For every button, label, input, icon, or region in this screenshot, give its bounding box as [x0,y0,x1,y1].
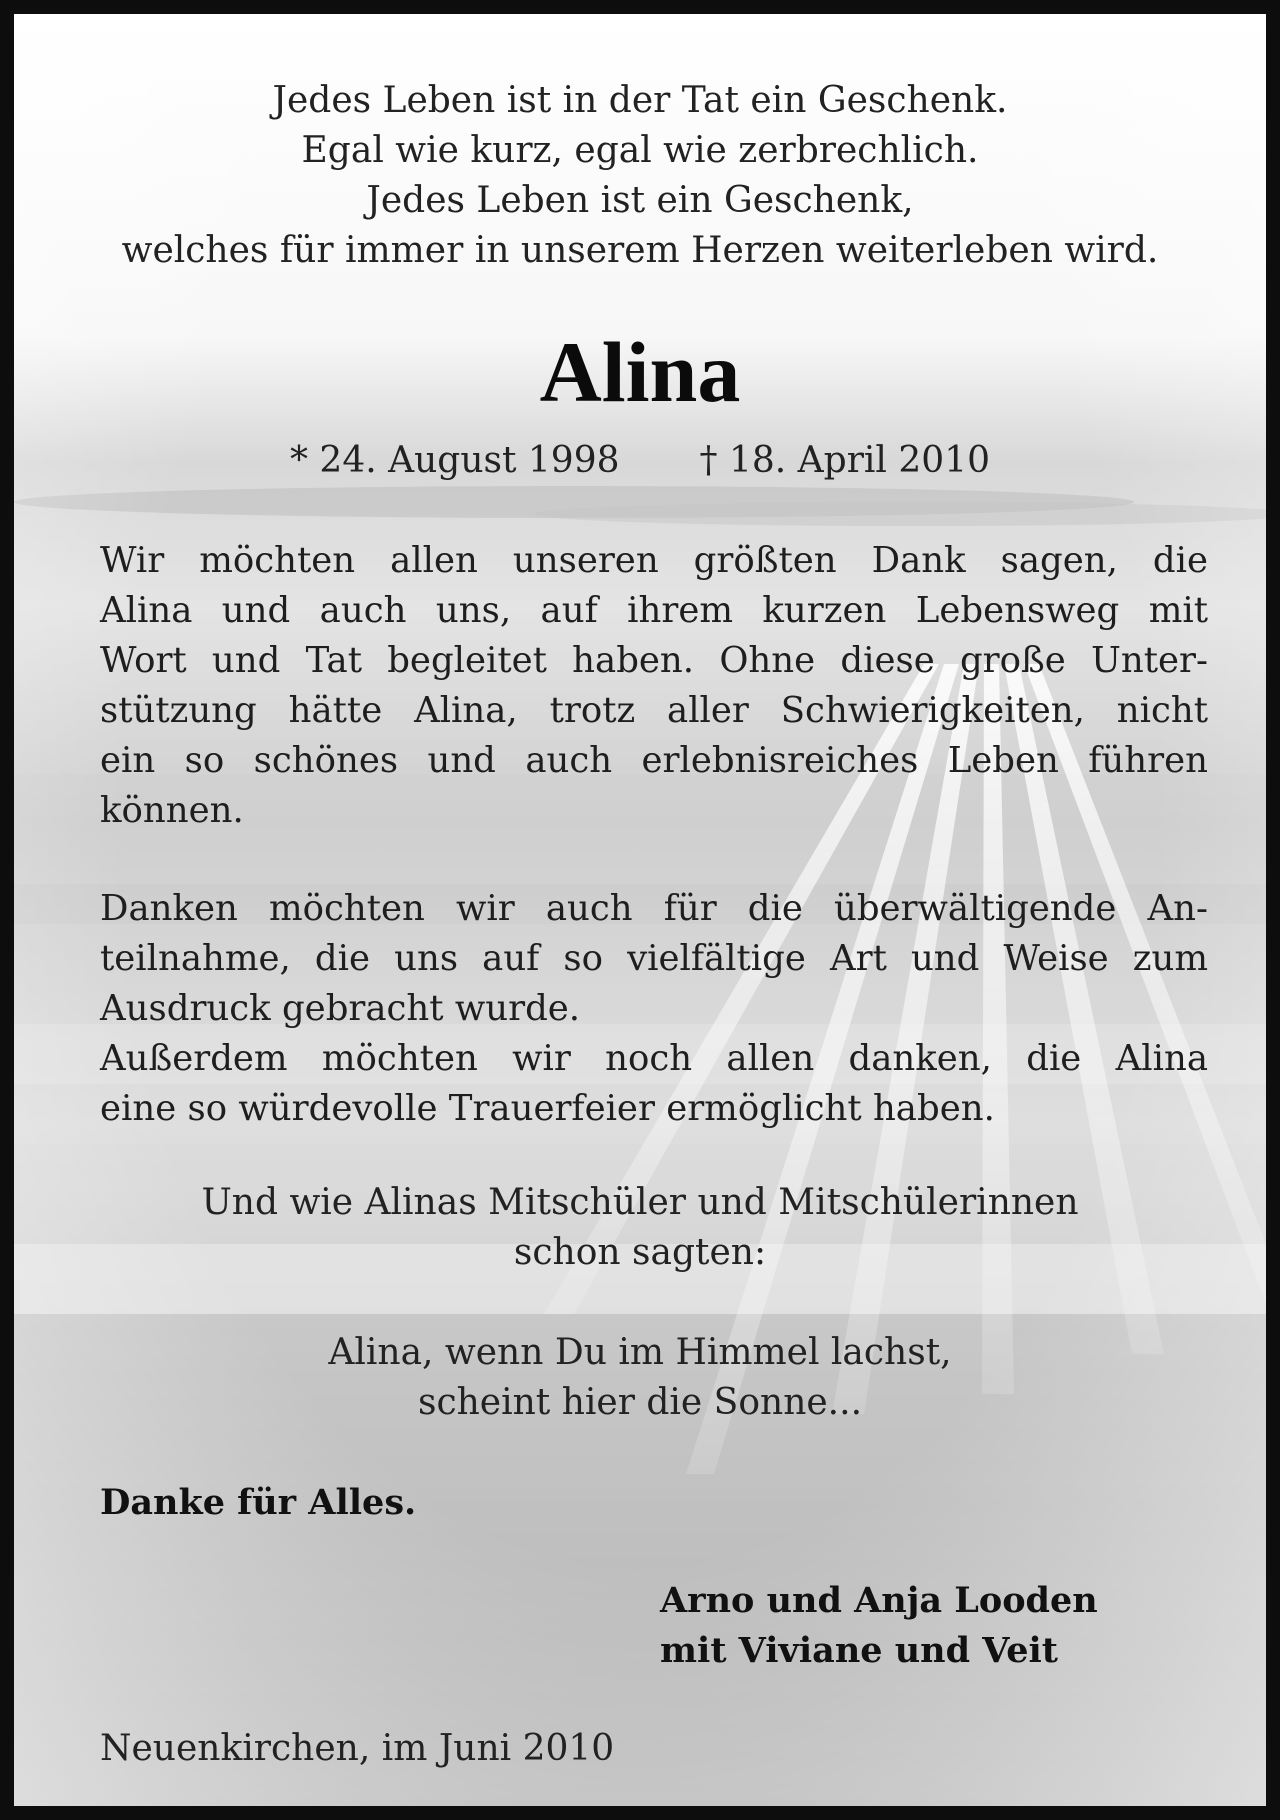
birth-date: * 24. August 1998 [289,440,620,481]
poem-line: welches für immer in unserem Herzen weiterleben wird. [121,230,1159,271]
quote-intro [14,1178,1266,1278]
signature-block [660,1576,1098,1676]
poem-line: Jedes Leben ist ein Geschenk, [366,180,914,221]
quote-line: scheint hier die Sonne... [417,1382,863,1423]
signature-line: Arno und Anja Looden [660,1580,1098,1621]
paragraph-line: ein so schönes und auch erlebnisreiches Leben führen [100,740,1208,781]
deceased-name: Alina [539,324,741,420]
quote-intro-line: Und wie Alinas Mitschüler und Mitschülerinnen [201,1182,1079,1223]
paragraph-line: Alina und auch uns, auf ihrem kurzen Lebensweg mit [100,590,1208,631]
thanks-paragraph-1 [100,536,1208,836]
thanks-paragraph-2 [100,884,1208,1134]
paragraph-line: eine so würdevolle Trauerfeier ermöglicht haben. [100,1088,995,1129]
paragraph-line: teilnahme, die uns auf so vielfältige Art und Weise zum [100,938,1208,979]
place-and-date: Neuenkirchen, im Juni 2010 [100,1728,615,1769]
opening-poem [14,76,1266,276]
paragraph-line: Danken möchten wir auch für die überwältigende An- [100,888,1208,929]
paragraph-line: stützung hätte Alina, trotz aller Schwierigkeiten, nicht [100,690,1208,731]
life-dates [14,436,1266,486]
quote-line: Alina, wenn Du im Himmel lachst, [328,1332,952,1373]
quote-intro-line: schon sagten: [513,1232,767,1273]
poem-line: Egal wie kurz, egal wie zerbrechlich. [301,130,979,171]
paragraph-line: Außerdem möchten wir noch allen danken, die Alina [100,1038,1208,1079]
classmates-quote [14,1328,1266,1428]
signature-line: mit Viviane und Veit [660,1630,1058,1671]
paragraph-line: Ausdruck gebracht wurde. [100,988,581,1029]
closing-thanks: Danke für Alles. [100,1482,417,1523]
paragraph-line: Wort und Tat begleitet haben. Ohne diese große Unter- [100,640,1208,681]
paragraph-line: können. [100,790,244,831]
paragraph-line: Wir möchten allen unseren größten Dank sagen, die [100,540,1208,581]
death-date: † 18. April 2010 [699,440,991,481]
poem-line: Jedes Leben ist in der Tat ein Geschenk. [272,80,1008,121]
